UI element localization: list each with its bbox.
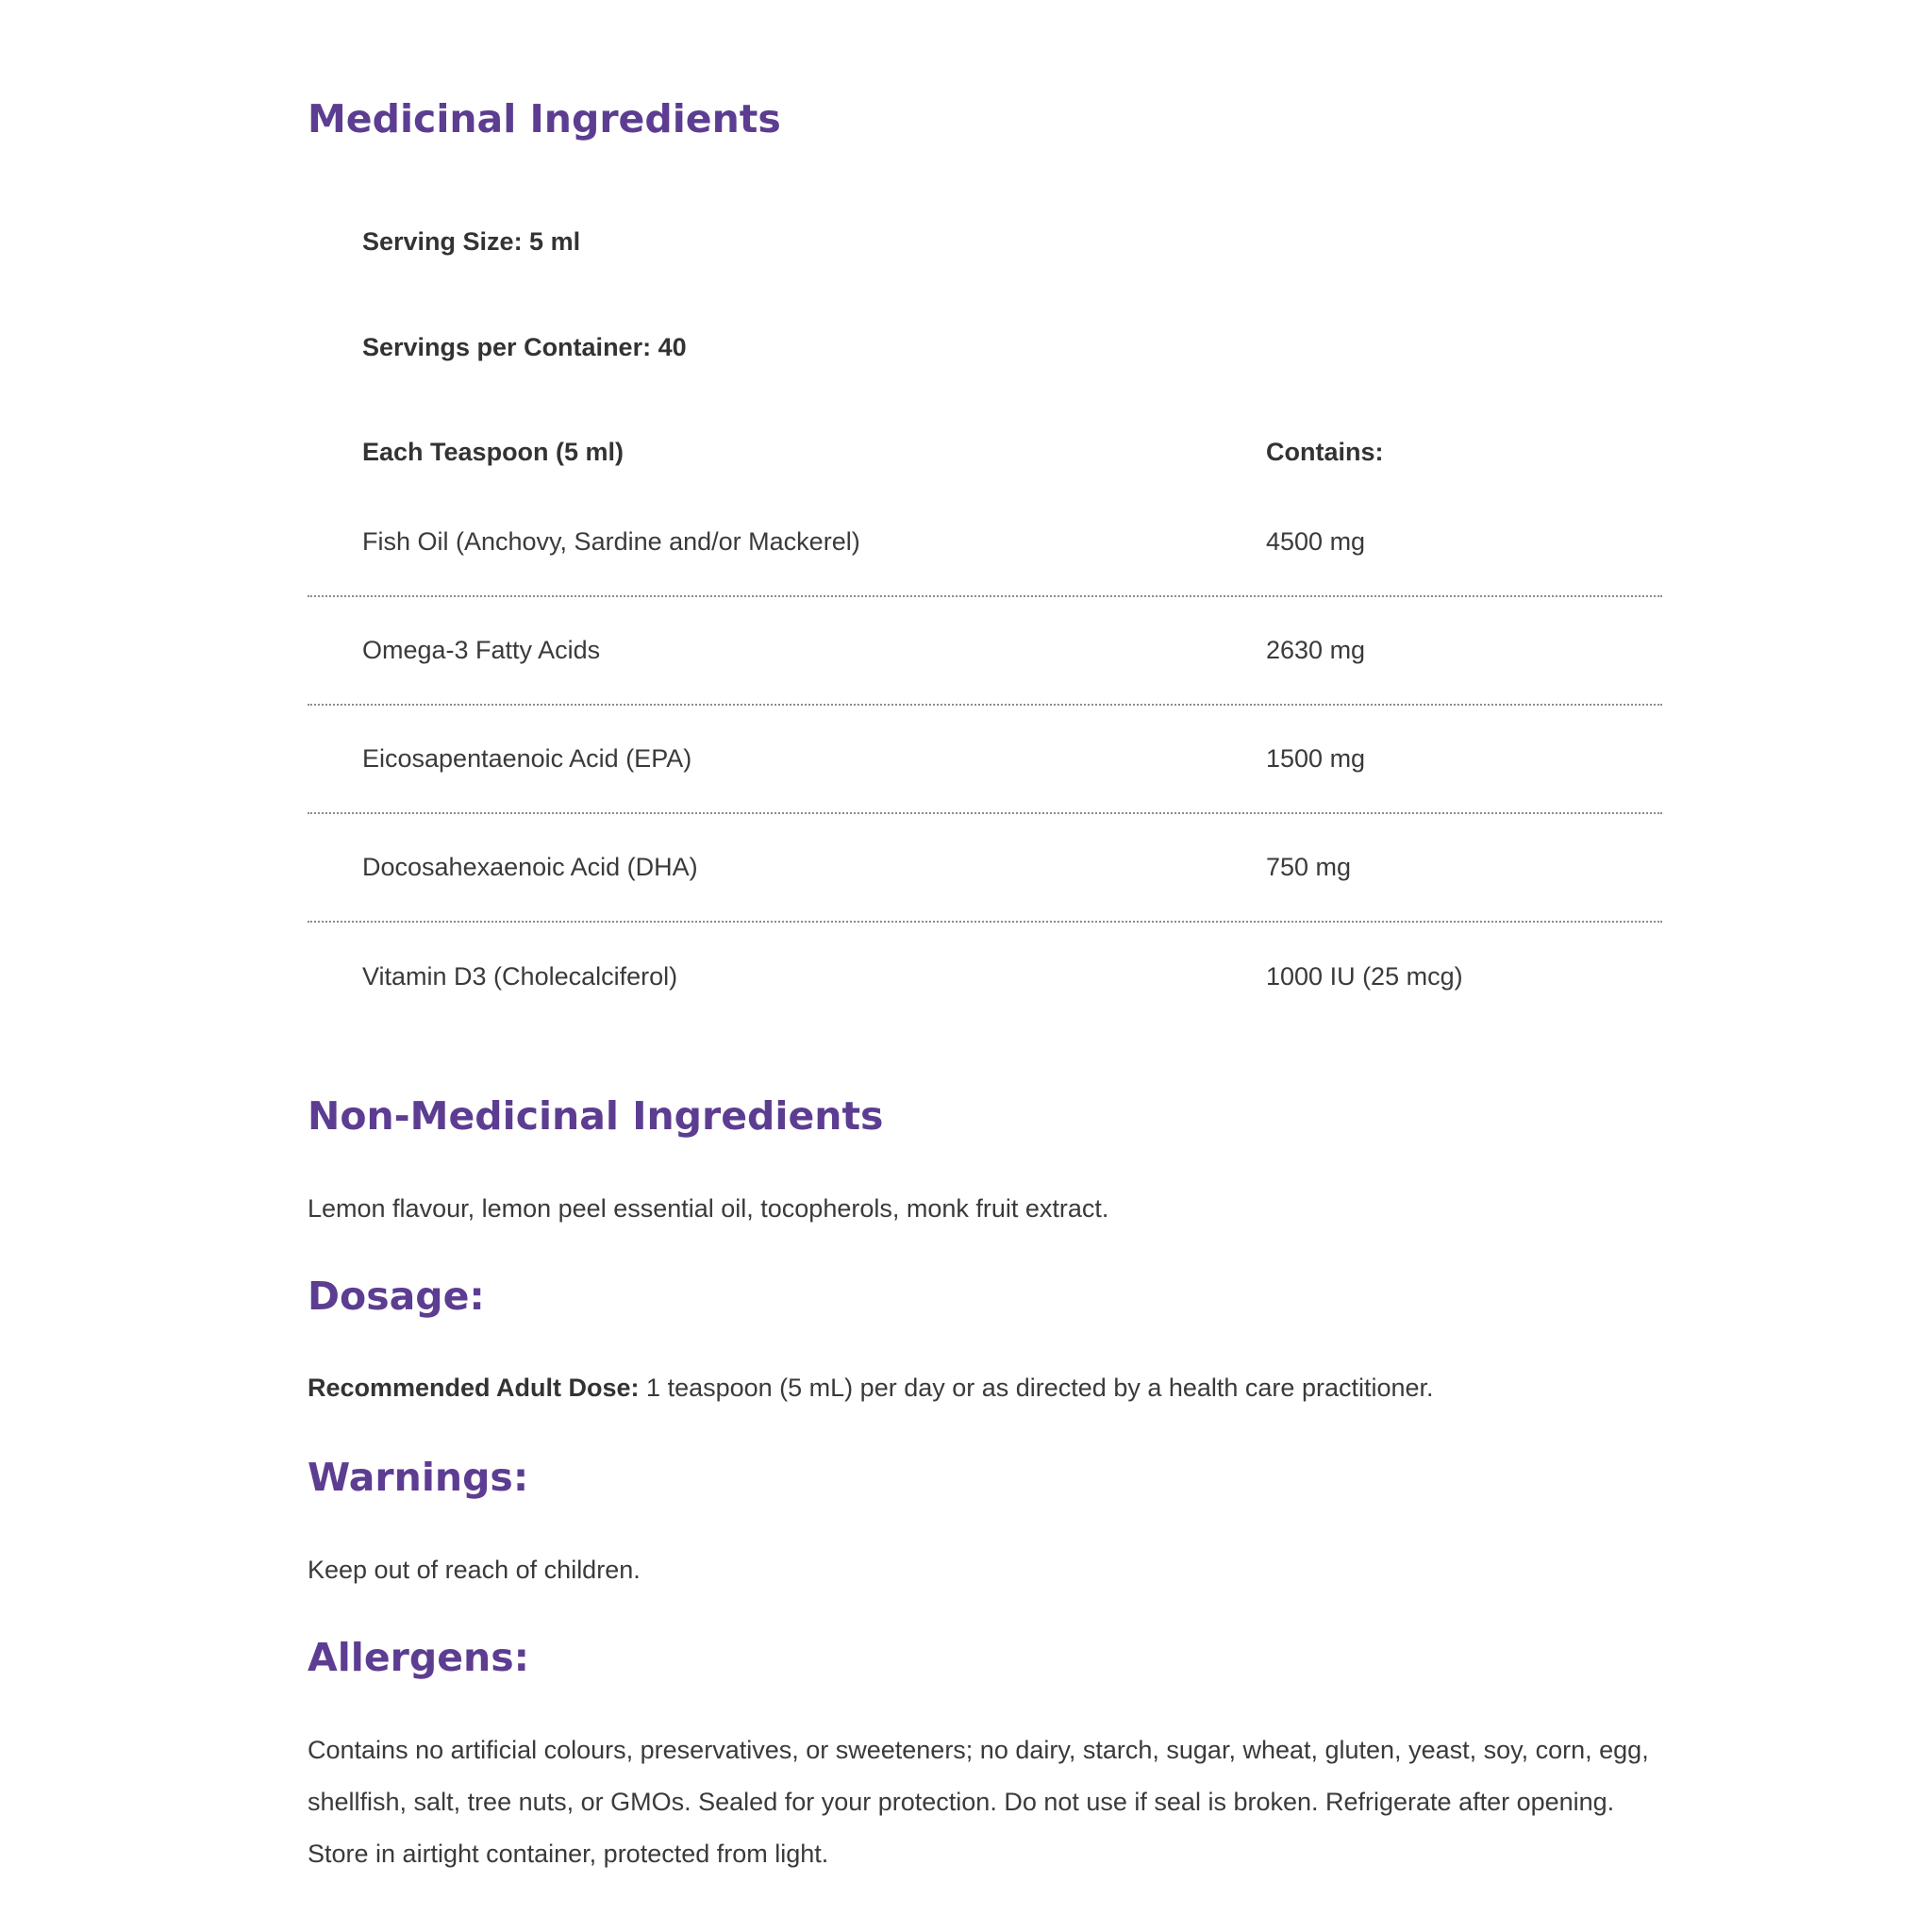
ingredient-name: Fish Oil (Anchovy, Sardine and/or Mackerel)	[362, 527, 860, 556]
dosage-label: Recommended Adult Dose:	[308, 1374, 640, 1402]
table-row	[308, 489, 1662, 597]
table-row	[308, 597, 1662, 706]
servings-per-container: Servings per Container: 40	[362, 333, 687, 361]
table-row	[308, 923, 1662, 1031]
serving-size: Serving Size: 5 ml	[362, 227, 581, 256]
non-medicinal-ingredients-heading: Non-Medicinal Ingredients	[308, 1093, 884, 1139]
table-header-row	[308, 421, 1662, 489]
non-medicinal-ingredients-text: Lemon flavour, lemon peel essential oil, tocopherols, monk fruit extract.	[308, 1194, 1109, 1223]
table-header-amount: Contains:	[1266, 438, 1384, 466]
ingredient-amount: 2630 mg	[1266, 636, 1366, 664]
ingredient-name: Omega-3 Fatty Acids	[362, 636, 601, 664]
dosage-text	[308, 1362, 1662, 1414]
ingredients-table	[308, 421, 1662, 1031]
allergens-text: Contains no artificial colours, preservatives, or sweeteners; no dairy, starch, sugar, wheat, gluten, yeast, soy, corn, egg, shellfish, salt, tree nuts, or GMOs. Sealed for your protection. Do not use if seal is broken. Refrigerate after opening. Store in airtight container, protected from light.	[308, 1736, 1649, 1868]
ingredient-name: Docosahexaenoic Acid (DHA)	[362, 853, 698, 881]
warnings-heading: Warnings:	[308, 1455, 529, 1500]
dosage-instructions: 1 teaspoon (5 mL) per day or as directed by a health care practitioner.	[639, 1374, 1434, 1402]
medicinal-ingredients-heading: Medicinal Ingredients	[308, 96, 781, 142]
ingredient-amount: 1000 IU (25 mcg)	[1266, 962, 1463, 991]
table-row	[308, 814, 1662, 923]
table-header-name: Each Teaspoon (5 ml)	[362, 438, 625, 466]
warnings-text: Keep out of reach of children.	[308, 1556, 641, 1584]
ingredient-name: Eicosapentaenoic Acid (EPA)	[362, 744, 692, 773]
ingredient-amount: 1500 mg	[1266, 744, 1366, 773]
dosage-heading: Dosage:	[308, 1274, 485, 1319]
table-row	[308, 706, 1662, 814]
ingredient-name: Vitamin D3 (Cholecalciferol)	[362, 962, 678, 991]
ingredient-amount: 4500 mg	[1266, 527, 1366, 556]
allergens-heading: Allergens:	[308, 1635, 530, 1680]
ingredient-amount: 750 mg	[1266, 853, 1352, 881]
